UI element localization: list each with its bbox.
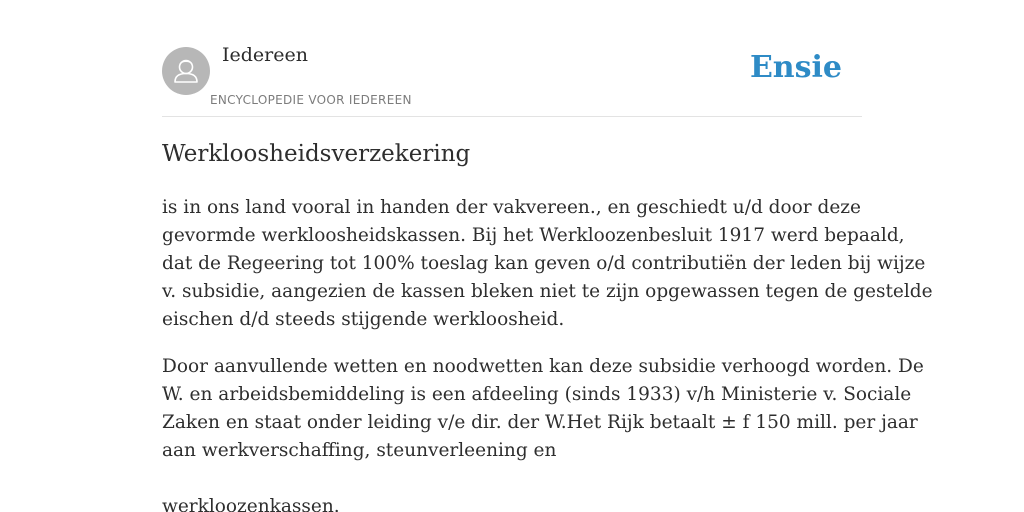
article-title: Werkloosheidsverzekering <box>162 141 471 167</box>
paragraph-line: eischen d/d steeds stijgende werkloosheid. <box>162 309 565 330</box>
paragraph-line: W. en arbeidsbemiddeling is een afdeeling (sinds 1933) v/h Ministerie v. Sociale <box>162 384 912 405</box>
paragraph-line: werkloozenkassen. <box>162 496 340 512</box>
article-paragraph-3 <box>162 493 862 512</box>
paragraph-line: gevormde werkloosheidskassen. Bij het Werkloozenbesluit 1917 werd bepaald, <box>162 225 905 246</box>
site-tagline: ENCYCLOPEDIE VOOR IEDEREEN <box>210 93 412 107</box>
site-header <box>162 0 862 117</box>
article-paragraph-2 <box>162 353 924 465</box>
paragraph-line: Door aanvullende wetten en noodwetten kan deze subsidie verhoogd worden. De <box>162 356 924 377</box>
paragraph-line: v. subsidie, aangezien de kassen bleken niet te zijn opgewassen tegen de gestelde <box>162 281 933 302</box>
paragraph-line: is in ons land vooral in handen der vakvereen., en geschiedt u/d door deze <box>162 197 861 218</box>
paragraph-line: aan werkverschaffing, steunverleening en <box>162 440 557 461</box>
paragraph-line: Zaken en staat onder leiding v/e dir. der W.Het Rijk betaalt ± f 150 mill. per jaar <box>162 412 918 433</box>
user-icon[interactable] <box>162 47 210 95</box>
ensie-logo[interactable]: Ensie <box>749 50 842 85</box>
paragraph-line: dat de Regeering tot 100% toeslag kan geven o/d contributiën der leden bij wijze <box>162 253 926 274</box>
article-paragraph-1 <box>162 194 933 334</box>
article <box>162 138 933 512</box>
site-name[interactable]: Iedereen <box>222 44 308 66</box>
